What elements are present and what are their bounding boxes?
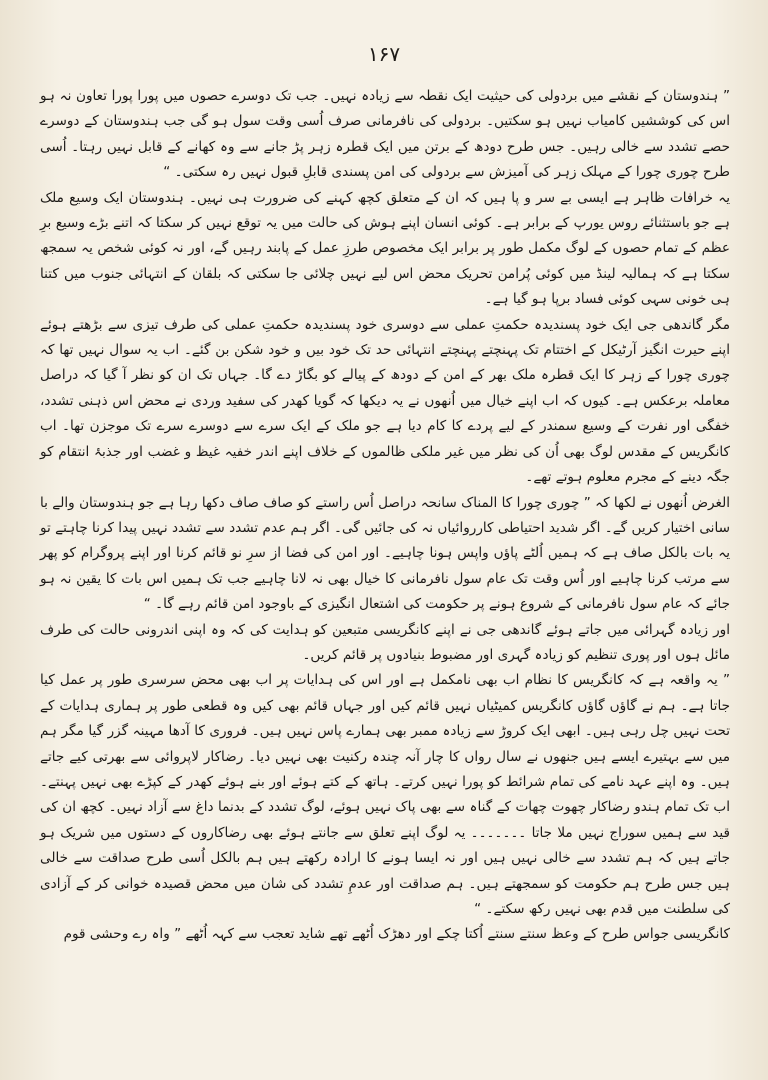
page-number: ۱۶۷ — [367, 42, 401, 66]
paragraph-instructions: اور زیادہ گہرائی میں جاتے ہوئے گاندھی جی نے اپنے کانگریسی متبعین کو ہدایت کی کہ وہ اپنی اندرونی حالت کی طرف مائل ہوں اور پوری تنظیم کو زیادہ گہری اور مضبوط بنیادوں پر قائم کریں۔ — [40, 621, 730, 663]
paragraph-absurdity: یہ خرافات ظاہر ہے ایسی بے سر و پا ہیں کہ ان کے متعلق کچھ کہنے کی ضرورت ہی نہیں۔ ہندوستان ایک وسیع ملک ہے جو باستثنائے روس یورپ کے برابر ہے۔ کوئی انسان اپنے ہوش کی حالت میں یہ توقع نہیں کر سکتا کہ اتنے بڑے وسیع برِ عظم کے تمام حصوں کے لوگ مکمل طور پر برابر ایک مخصوص طرزِ عمل کے پابند رہیں گے، اور نہ کوئی شخص یہ سمجھ سکتا ہے کہ ہمالیہ لینڈ میں کوئی پُرامن تحریک محض اس لیے نہیں چلائی جا سکتی کہ بلقان کے انتہائی جنوب میں کتنا ہی خونی سہی کوئی فساد برپا ہو گیا ہے۔ — [40, 189, 730, 308]
paragraph-congress-organisation: ” یہ واقعہ ہے کہ کانگریس کا نظام اب بھی نامکمل ہے اور اس کی ہدایات پر اب بھی محض سرسری طور پر عمل کیا جاتا ہے۔ ہم نے گاؤں گاؤں کانگریس کمیٹیاں نہیں قائم کیں اور جہاں قائم بھی کیں وہ قطعی طور پر ہماری ہدایات کے تحت نہیں چل رہی ہیں۔ ابھی ایک کروڑ سے زیادہ ممبر بھی ہمارے پاس نہیں ہیں۔ فروری کا آدھا مہینہ گزر گیا مگر ہم میں سے بہتیرے ایسے ہیں جنھوں نے سال رواں کا چار آنہ چندہ رکنیت بھی نہیں دیا۔ رضاکار لاپروائی سے بھرتی کیے جاتے ہیں۔ وہ اپنے عہد نامے کی تمام شرائط کو پورا نہیں کرتے۔ ہاتھ کے کتے ہوئے اور بنے ہوئے کھدر کے کپڑے بھی نہیں پہنتے۔ اب تک تمام ہندو رضاکار چھوت چھات کے گناہ سے بھی پاک نہیں ہوئے، لوگ تشدد کے بدنما داغ سے آزاد نہیں۔ کچھ ان کی قید سے ہمیں سوراج نہیں ملا جاتا ۔۔۔۔۔۔۔ یہ لوگ اپنے تعلق سے جانتے ہوئے بھی رضاکاروں کے دستوں میں شریک ہو جاتے ہیں کہ ہم تشدد سے خالی نہیں ہیں اور نہ ایسا ہونے کا ارادہ رکھتے ہیں ہم بالکل اُسی طرح صداقت سے خالی ہیں جس طرح ہم حکومت کو سمجھتے ہیں۔ ہم صداقت اور عدمِ تشدد کی شان میں محض قصیدہ خوانی کر کے آزادی کی سلطنت میں قدم بھی نہیں رکھ سکتے۔ “ — [40, 672, 730, 917]
paragraph-chauri-chaura: الغرض اُنھوں نے لکھا کہ ” چوری چورا کا المناک سانحہ دراصل اُس راستے کو صاف صاف دکھا رہا ہے جو ہندوستان والے با سانی اختیار کریں گے۔ اگر شدید احتیاطی کارروائیاں نہ کی جائیں گی۔ اگر ہم عدم تشدد سے تشدد نہیں پیدا کرنا چاہتے تو یہ بات بالکل صاف ہے کہ ہمیں اُلٹے پاؤں واپس ہونا چاہیے۔ اور امن کی فضا از سرِ نو قائم کرنا اور اپنے پروگرام کو پھر سے مرتب کرنا چاہیے اور اُس وقت تک عام سول نافرمانی کا خیال بھی نہ لانا چاہیے جب تک ہمیں اس بات کا یقین نہ ہو جائے کہ عام سول نافرمانی کے شروع ہونے پر حکومت کی اشتعال انگیزی کے باوجود امن قائم رہے گا۔ “ — [40, 494, 730, 613]
page-body — [40, 84, 730, 948]
paragraph-gandhi-policy: مگر گاندھی جی ایک خود پسندیدہ حکمتِ عملی سے دوسری خود پسندیدہ حکمتِ عملی کی طرف تیزی سے بڑھتے ہوئے اپنے حیرت انگیز آرٹیکل کے اختتام تک پہنچتے پہنچتے انتہائی حد تک خود بیں و خود شکن بن گئے۔ اب یہ سوال نہیں تھا کہ چوری چورا کے زہر کا ایک قطرہ ملک بھر کے امن کے دودھ کے پیالے کو بگاڑ دے گا۔ جہاں تک ان کو نظر آ گیا کہ دراصل معاملہ برعکس ہے۔ کیوں کہ اب اپنے خیال میں اُنھوں نے یہ دیکھا کہ گویا کھدر کی سفید وردی نے محض اس ذہنی تشدد، خفگی اور نفرت کے وسیع سمندر کے لیے پردے کا کام دیا ہے جو ملک کے ایک سرے سے دوسرے سرے تک موجزن تھا۔ اب کانگریس کے مقدس لوگ بھی اُن کی نظر میں غیر ملکی ظالموں کے خلاف اپنے اندر خفیہ غیظ و غضب اور جذبۂ انتقام کو جگہ دینے کے مجرم معلوم ہوتے تھے۔ — [40, 316, 730, 486]
paragraph-closing: کانگریسی جواس طرح کے وعظ سنتے سنتے اُکتا چکے اور دھڑک اُٹھے تھے شاید تعجب سے کہہ اُٹھے ” واہ رے وحشی قوم — [63, 926, 730, 943]
paragraph-quote-bardoli: ” ہندوستان کے نقشے میں بردولی کی حیثیت ایک نقطہ سے زیادہ نہیں۔ جب تک دوسرے حصوں میں پورا پورا تعاون نہ ہو اس کی کوششیں کامیاب نہیں ہو سکتیں۔ بردولی کی نافرمانی صرف اُسی وقت سول ہو گی جب ہندوستان کے دوسرے حصے تشدد سے خالی رہیں۔ جس طرح دودھ کے برتن میں ایک قطرہ زہر پڑ جانے سے وہ کھانے کے قابل نہیں رہتا۔ اُسی طرح چوری چورا کے مہلک زہر کی آمیزش سے بردولی کی امن پسندی قابلِ قبول نہیں رہ سکتی۔ “ — [40, 88, 730, 181]
